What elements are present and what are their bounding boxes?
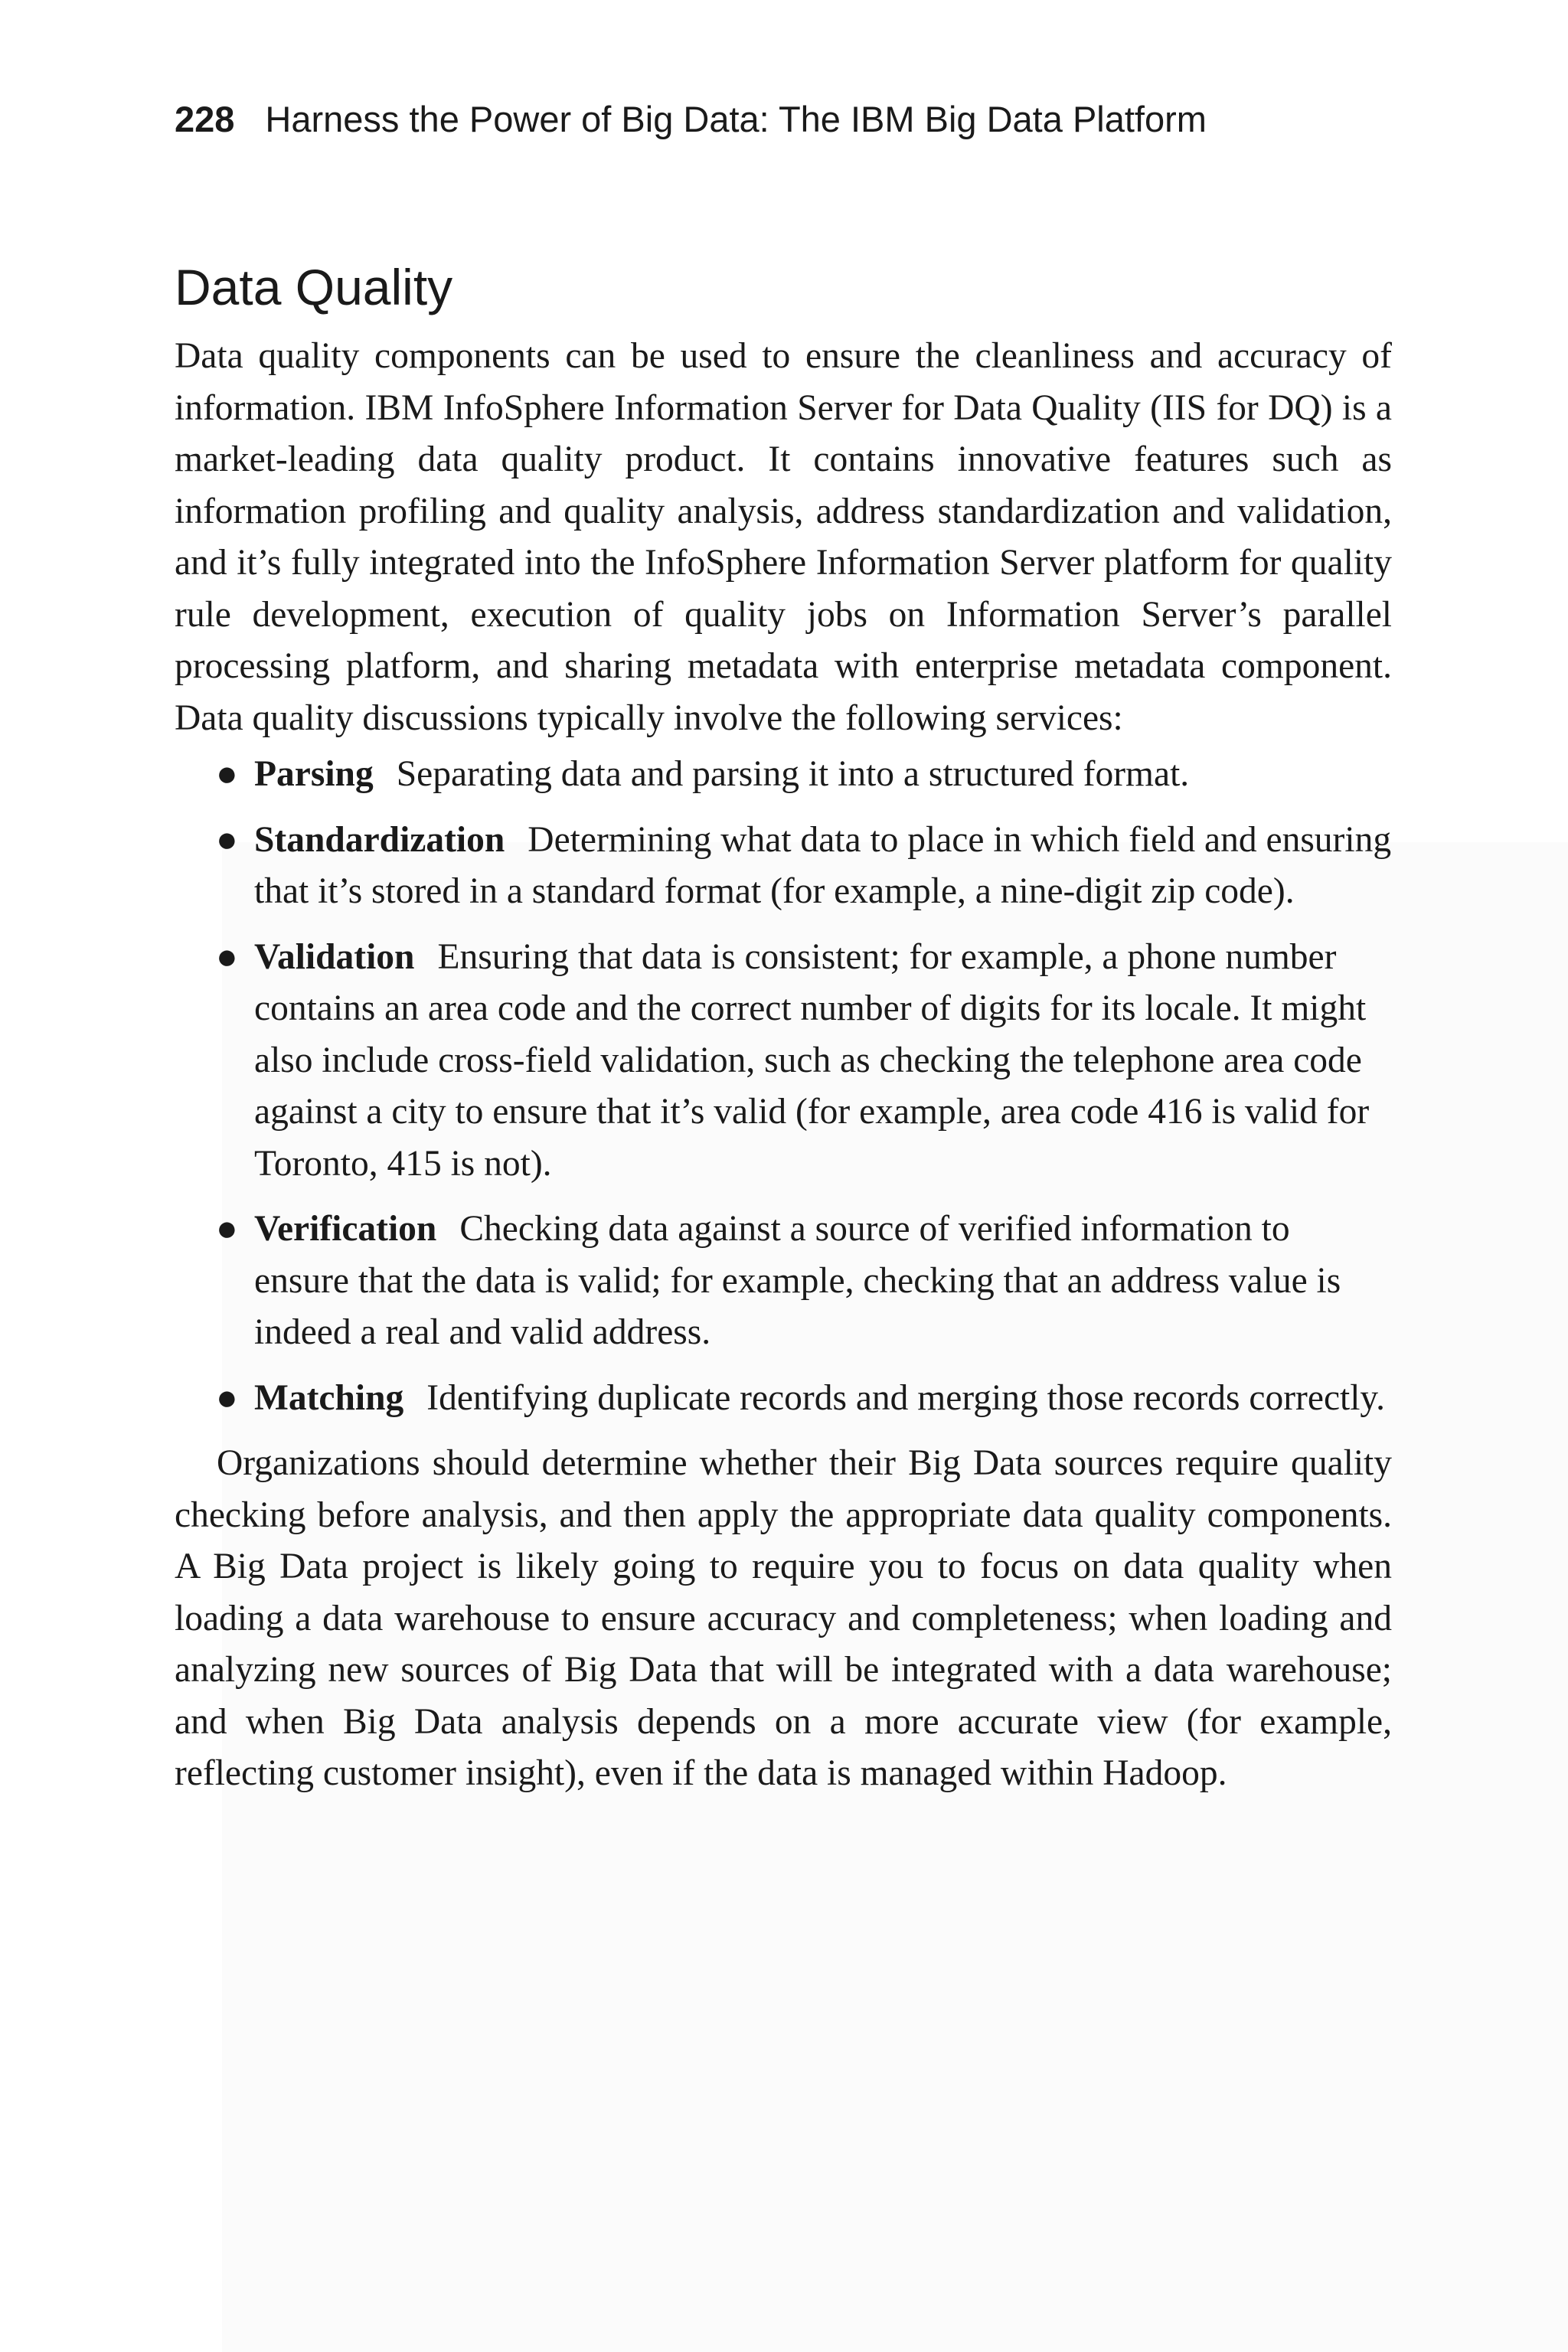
bullet-icon: ● <box>216 1209 238 1249</box>
service-description: Separating data and parsing it into a structured format. <box>396 754 1190 794</box>
bullet-icon: ● <box>216 819 238 860</box>
service-description: Ensuring that data is consistent; for example, a phone number contains an area code and the correct number of digits for its locale. It might also include cross-field validation, such as checking the telephone area code against a city to ensure that it’s valid (for example, area code 416 is valid for Toronto, 415 is not). <box>254 936 1370 1184</box>
section-title: Data Quality <box>175 259 453 315</box>
service-description: Determining what data to place in which field and ensuring that it’s stored in a standard format (for example, a nine-digit zip code). <box>254 819 1392 911</box>
service-description: Checking data against a source of verified information to ensure that the data is valid; for example, checking that an address value is indeed a real and valid address. <box>254 1209 1341 1352</box>
service-term: Matching <box>254 1377 404 1418</box>
bullet-icon: ● <box>216 936 238 977</box>
list-item <box>175 1204 1392 1359</box>
service-description: Identifying duplicate records and merging those records correctly. <box>426 1377 1385 1418</box>
list-item <box>175 932 1392 1191</box>
page-number: 228 <box>175 99 235 139</box>
services-list <box>175 749 1392 1424</box>
service-term: Verification <box>254 1209 437 1249</box>
service-term: Parsing <box>254 754 374 794</box>
service-term: Validation <box>254 936 415 977</box>
list-item <box>175 749 1392 801</box>
service-term: Standardization <box>254 819 505 860</box>
list-item <box>175 815 1392 918</box>
bullet-icon: ● <box>216 1377 238 1418</box>
closing-paragraph: Organizations should determine whether their Big Data sources require quality checking before analysis, and then apply the appropriate data quality components. A Big Data project is likely going to require you to focus on data quality when loading a data warehouse to ensure accuracy and completeness; when loading and analyzing new sources of Big Data that will be integrated with a data warehouse; and when Big Data analysis depends on a more accurate view (for example, reflecting customer insight), even if the data is managed within Hadoop. <box>175 1443 1392 1793</box>
running-title: Harness the Power of Big Data: The IBM Big Data Platform <box>265 99 1207 139</box>
list-item <box>175 1373 1392 1425</box>
running-header <box>175 93 1207 145</box>
section-body <box>175 331 1392 1800</box>
bullet-icon: ● <box>216 754 238 794</box>
intro-paragraph: Data quality components can be used to ensure the cleanliness and accuracy of information. IBM InfoSphere Information Server for Data Quality (IIS for DQ) is a market-leading data quality product. It contains innovative features such as information profiling and quality analysis, address standardization and validation, and it’s fully integrated into the InfoSphere Information Server platform for quality rule development, execution of quality jobs on Information Server’s parallel processing platform, and sharing metadata with enterprise metadata component. Data quality discussions typically involve the following services: <box>175 336 1392 738</box>
